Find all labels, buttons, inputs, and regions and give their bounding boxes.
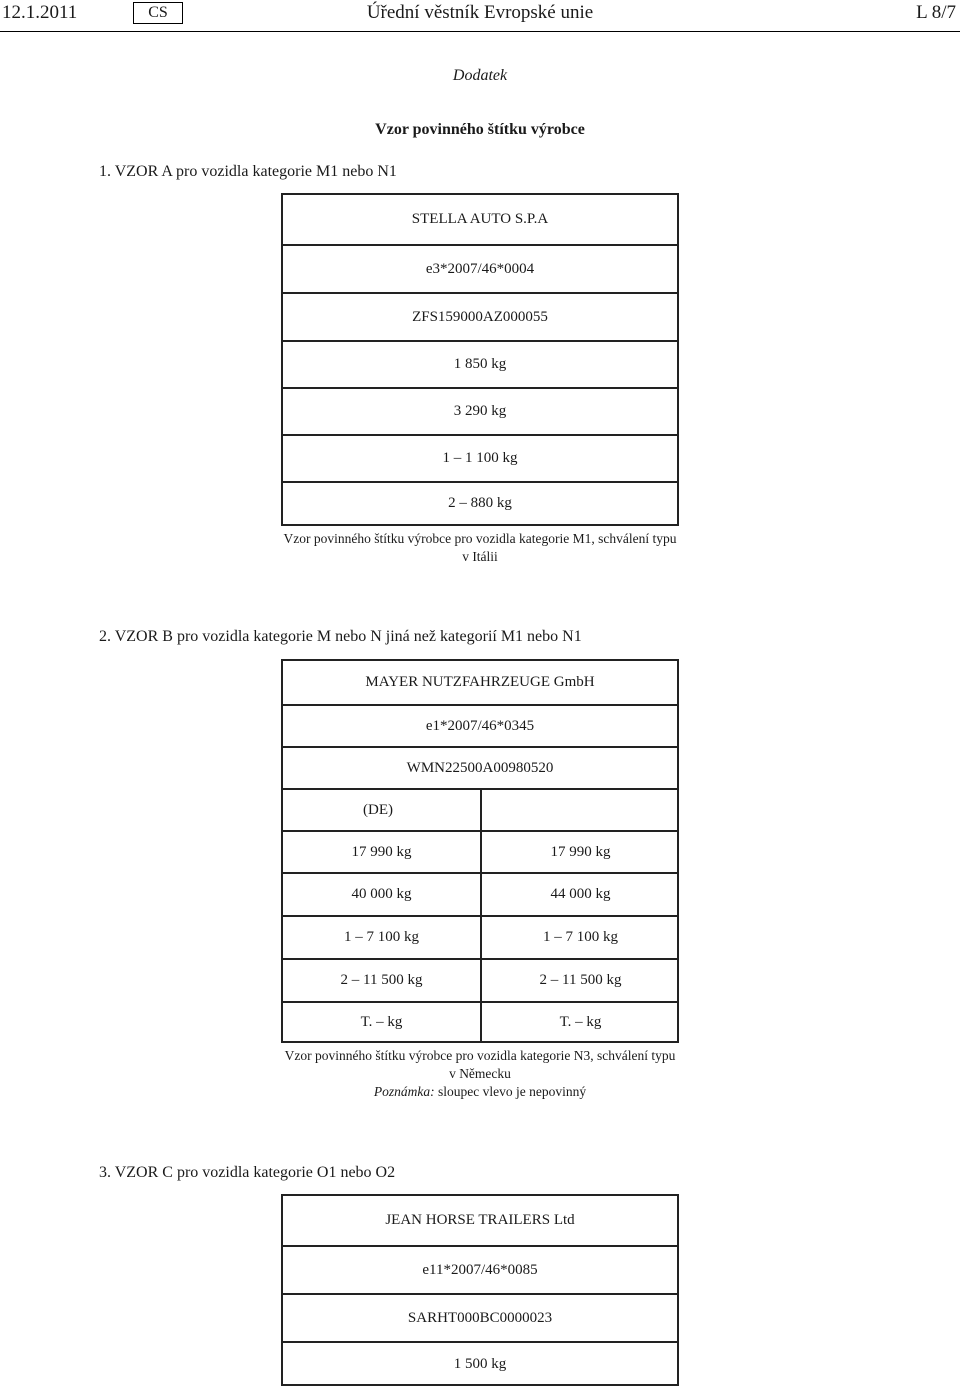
appendix-title: Vzor povinného štítku výrobce bbox=[375, 121, 585, 138]
plate-c-vin: SARHT000BC0000023 bbox=[283, 1293, 677, 1341]
plate-a-axle-2: 2 – 880 kg bbox=[283, 481, 677, 524]
section-a-heading: 1. VZOR A pro vozidla kategorie M1 nebo N1 bbox=[99, 163, 397, 180]
plate-b-approval-number: e1*2007/46*0345 bbox=[283, 704, 677, 746]
plate-b-right-trailer: T. – kg bbox=[559, 1013, 602, 1030]
plate-b-vin: WMN22500A00980520 bbox=[283, 746, 677, 788]
plate-b-left-axle-2: 2 – 11 500 kg bbox=[340, 972, 423, 988]
plate-a-vin: ZFS159000AZ000055 bbox=[283, 292, 677, 340]
plate-a-manufacturer: STELLA AUTO S.P.A bbox=[411, 211, 549, 227]
plate-b-note bbox=[260, 1083, 700, 1101]
plate-b-manufacturer: MAYER NUTZFAHRZEUGE GmbH bbox=[365, 674, 595, 690]
header-rule bbox=[0, 31, 960, 32]
issue-date: 12.1.2011 bbox=[2, 2, 78, 23]
plate-b-left-max-mass: 17 990 kg bbox=[351, 843, 412, 860]
plate-a-caption-line-1: Vzor povinného štítku výrobce pro vozidla kategorie M1, schválení typu bbox=[283, 531, 677, 546]
plate-c bbox=[281, 1194, 679, 1386]
journal-title: Úřední věstník Evropské unie bbox=[366, 2, 594, 23]
plate-b-right-combination-mass: 44 000 kg bbox=[550, 886, 611, 902]
plate-b-note-label: Poznámka: bbox=[373, 1084, 435, 1099]
plate-a-caption bbox=[260, 530, 700, 566]
page-reference: L 8/7 bbox=[916, 2, 956, 23]
plate-b-caption bbox=[260, 1047, 700, 1101]
plate-b-right-max-mass: 17 990 kg bbox=[550, 843, 611, 860]
section-c-heading: 3. VZOR C pro vozidla kategorie O1 nebo O2 bbox=[99, 1164, 396, 1181]
plate-c-max-mass: 1 500 kg bbox=[283, 1341, 677, 1386]
section-b-heading: 2. VZOR B pro vozidla kategorie M nebo N jiná než kategorií M1 nebo N1 bbox=[99, 628, 582, 645]
appendix-label: Dodatek bbox=[452, 67, 508, 84]
language-code: CS bbox=[133, 2, 183, 24]
plate-b-country-code: (DE) bbox=[363, 801, 393, 818]
plate-b-left-trailer: T. – kg bbox=[360, 1013, 403, 1030]
plate-b-left-combination-mass: 40 000 kg bbox=[351, 886, 412, 902]
plate-a-caption-line-2: v Itálii bbox=[462, 549, 498, 564]
plate-a-combination-mass: 3 290 kg bbox=[283, 387, 677, 434]
plate-b-note-text: sloupec vlevo je nepovinný bbox=[438, 1084, 587, 1099]
plate-c-manufacturer: JEAN HORSE TRAILERS Ltd bbox=[385, 1212, 575, 1228]
plate-c-approval-number: e11*2007/46*0085 bbox=[283, 1245, 677, 1293]
plate-b-right-axle-2: 2 – 11 500 kg bbox=[539, 972, 622, 988]
plate-a-approval-number: e3*2007/46*0004 bbox=[283, 244, 677, 292]
plate-b-caption-line-1: Vzor povinného štítku výrobce pro vozidla kategorie N3, schválení typu bbox=[284, 1048, 676, 1063]
plate-b-left-axle-1: 1 – 7 100 kg bbox=[344, 929, 419, 945]
plate-a bbox=[281, 193, 679, 526]
plate-a-axle-1: 1 – 1 100 kg bbox=[283, 434, 677, 481]
plate-a-max-mass: 1 850 kg bbox=[283, 340, 677, 387]
plate-b-caption-line-2: v Německu bbox=[449, 1066, 511, 1081]
plate-b bbox=[281, 659, 679, 1043]
plate-b-right-axle-1: 1 – 7 100 kg bbox=[543, 929, 618, 945]
